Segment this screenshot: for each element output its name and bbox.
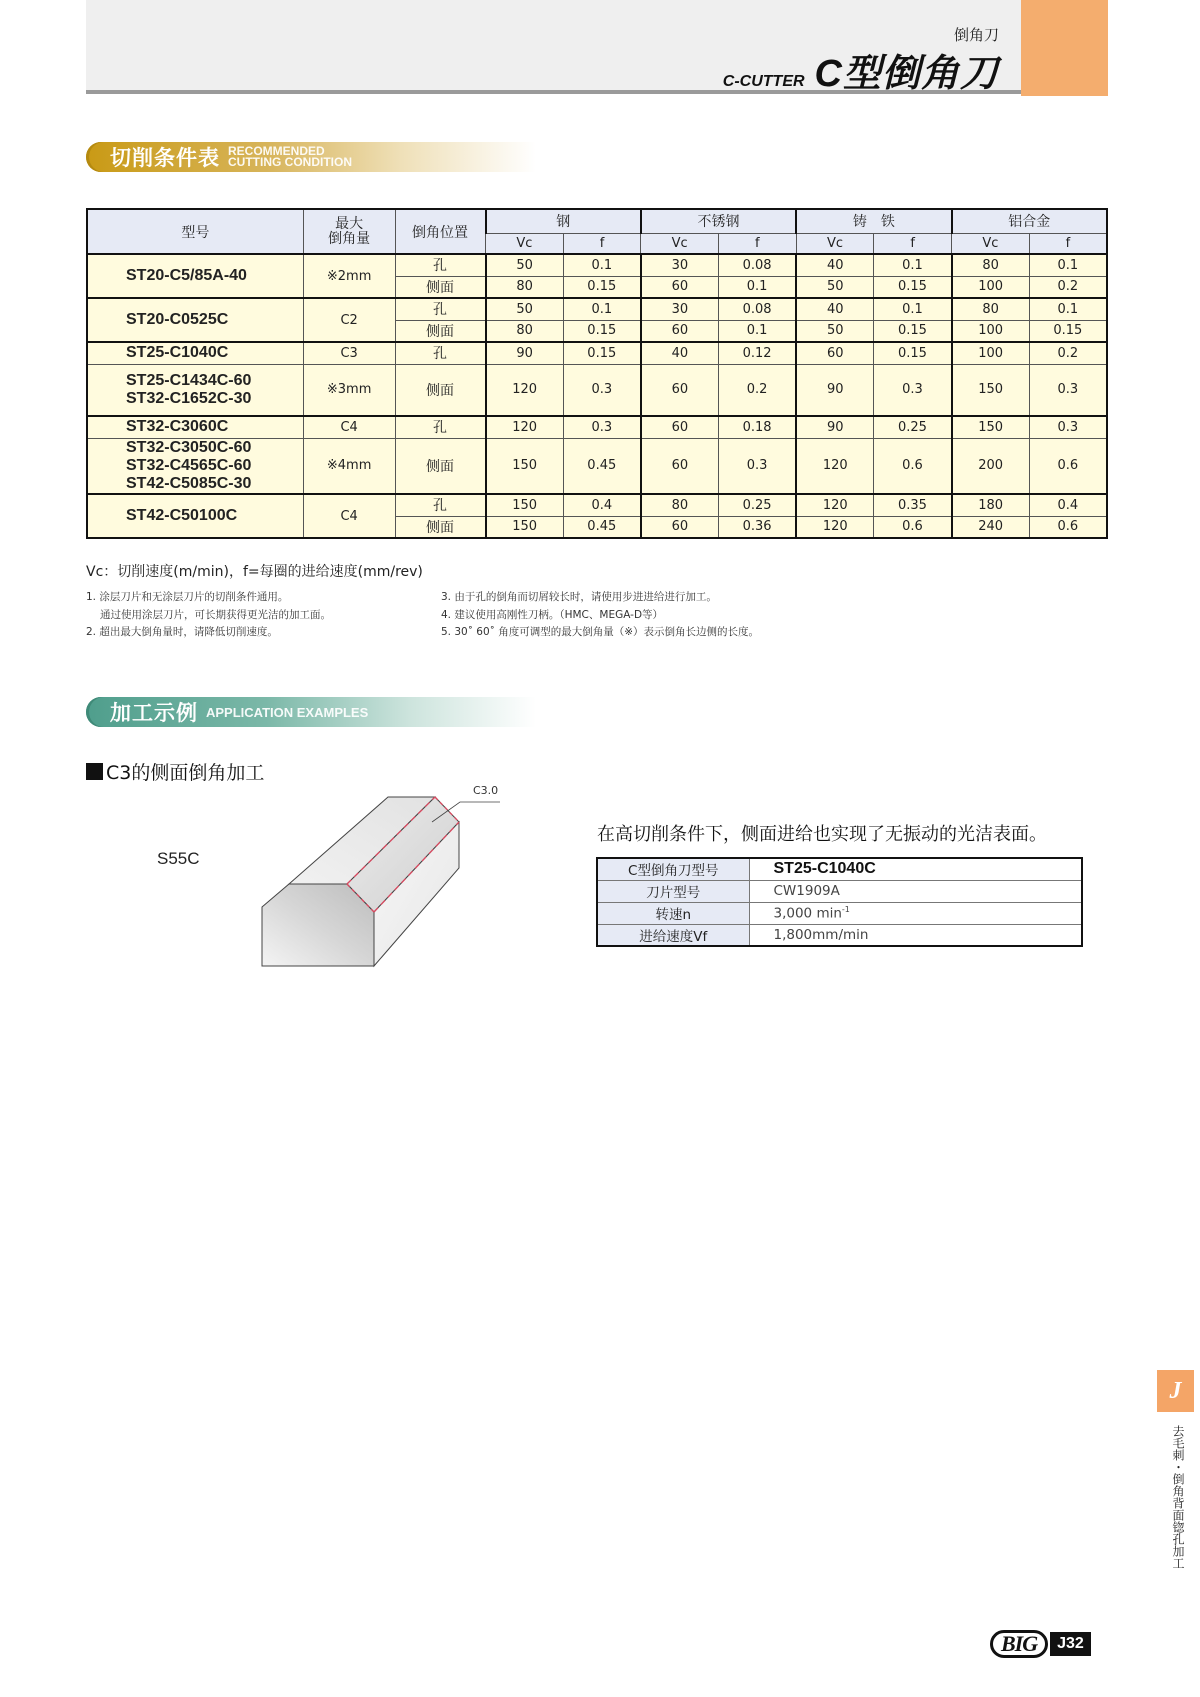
value-cell: 120 xyxy=(796,494,874,516)
value-cell: 50 xyxy=(486,298,564,320)
value-cell: 0.3 xyxy=(874,364,952,416)
value-cell: 40 xyxy=(796,298,874,320)
info-label: 转速n xyxy=(597,902,749,924)
col-header-material-steel: 钢 xyxy=(486,209,641,233)
position-cell: 孔 xyxy=(395,298,486,320)
col-header-vc: Vc xyxy=(796,233,874,254)
table-legend: Vc：切削速度(m/min)，f=每圈的进给速度(mm/rev) xyxy=(86,564,423,580)
value-cell: 30 xyxy=(641,254,719,276)
col-header-f: f xyxy=(563,233,641,254)
note-item: 5. 30˚ 60˚ 角度可调型的最大倒角量（※）表示倒角长边侧的长度。 xyxy=(441,626,760,638)
position-cell: 孔 xyxy=(395,494,486,516)
info-value: 1,800mm/min xyxy=(749,924,1082,946)
value-cell: 90 xyxy=(796,364,874,416)
value-cell: 0.45 xyxy=(563,438,641,494)
position-cell: 孔 xyxy=(395,254,486,276)
value-cell: 60 xyxy=(641,276,719,298)
value-cell: 0.6 xyxy=(874,438,952,494)
value-cell: 0.2 xyxy=(718,364,796,416)
value-cell: 80 xyxy=(952,254,1030,276)
value-cell: 60 xyxy=(641,416,719,438)
value-cell: 0.15 xyxy=(563,276,641,298)
value-cell: 0.1 xyxy=(1029,254,1107,276)
section-banner-application-examples xyxy=(86,697,536,727)
value-cell: 0.4 xyxy=(563,494,641,516)
value-cell: 0.45 xyxy=(563,516,641,538)
value-cell: 50 xyxy=(486,254,564,276)
value-cell: 0.15 xyxy=(563,320,641,342)
notes-left xyxy=(86,589,331,642)
note-item: 2. 超出最大倒角量时，请降低切削速度。 xyxy=(86,626,278,638)
notes-right xyxy=(441,589,759,642)
chamfer-cell: ※4mm xyxy=(303,438,395,494)
model-cell: ST32-C3050C-60 ST32-C4565C-60 ST42-C5085C-30 xyxy=(87,438,303,494)
table-row xyxy=(87,494,1107,516)
model-cell: ST42-C50100C xyxy=(87,494,303,538)
value-cell: 0.15 xyxy=(874,276,952,298)
value-cell: 240 xyxy=(952,516,1030,538)
value-cell: 200 xyxy=(952,438,1030,494)
chamfer-cell: ※2mm xyxy=(303,254,395,298)
value-cell: 40 xyxy=(796,254,874,276)
application-claim: 在高切削条件下，侧面进给也实现了无振动的光洁表面。 xyxy=(597,824,1047,845)
value-cell: 0.08 xyxy=(718,298,796,320)
value-cell: 0.1 xyxy=(874,254,952,276)
value-cell: 0.08 xyxy=(718,254,796,276)
value-cell: 120 xyxy=(796,516,874,538)
note-item: 3. 由于孔的倒角而切屑较长时，请使用步进进给进行加工。 xyxy=(441,591,717,603)
header-title-zh: C型倒角刀 xyxy=(814,53,999,95)
value-cell: 0.3 xyxy=(718,438,796,494)
value-cell: 0.2 xyxy=(1029,276,1107,298)
chamfer-callout-label: C3.0 xyxy=(473,784,499,797)
value-cell: 40 xyxy=(641,342,719,364)
value-cell: 0.1 xyxy=(718,276,796,298)
value-cell: 90 xyxy=(486,342,564,364)
value-cell: 80 xyxy=(486,276,564,298)
header-color-tab xyxy=(1021,0,1108,96)
value-cell: 0.6 xyxy=(874,516,952,538)
value-cell: 120 xyxy=(796,438,874,494)
value-cell: 0.3 xyxy=(563,416,641,438)
note-item: 4. 建议使用高刚性刀柄。（HMC、MEGA-D等） xyxy=(441,608,664,621)
value-cell: 0.36 xyxy=(718,516,796,538)
value-cell: 50 xyxy=(796,276,874,298)
header-title-en: C-CUTTER xyxy=(722,73,805,90)
model-cell: ST32-C3060C xyxy=(87,416,303,438)
value-cell: 0.15 xyxy=(874,320,952,342)
value-cell: 80 xyxy=(641,494,719,516)
chamfer-cell: C3 xyxy=(303,342,395,364)
value-cell: 0.3 xyxy=(563,364,641,416)
chamfer-cell: ※3mm xyxy=(303,364,395,416)
value-cell: 150 xyxy=(486,438,564,494)
value-cell: 180 xyxy=(952,494,1030,516)
header-category: 倒角刀 xyxy=(953,26,999,44)
note-item: 1. 涂层刀片和无涂层刀片的切削条件通用。 xyxy=(86,591,289,603)
chamfered-block-diagram xyxy=(250,780,500,980)
col-header-model: 型号 xyxy=(87,209,303,254)
value-cell: 0.2 xyxy=(1029,342,1107,364)
value-cell: 150 xyxy=(486,494,564,516)
value-cell: 0.1 xyxy=(718,320,796,342)
page-number: J32 xyxy=(1050,1632,1091,1656)
col-header-material-aluminum: 铝合金 xyxy=(952,209,1107,233)
page-header xyxy=(86,0,1021,94)
col-header-f: f xyxy=(874,233,952,254)
value-cell: 0.35 xyxy=(874,494,952,516)
chamfer-cell: C4 xyxy=(303,494,395,538)
value-cell: 100 xyxy=(952,342,1030,364)
value-cell: 0.6 xyxy=(1029,516,1107,538)
table-row xyxy=(597,924,1082,946)
col-header-vc: Vc xyxy=(641,233,719,254)
col-header-position: 倒角位置 xyxy=(395,209,486,254)
value-cell: 0.1 xyxy=(563,254,641,276)
position-cell: 孔 xyxy=(395,342,486,364)
banner-title-en: APPLICATION EXAMPLES xyxy=(206,704,369,720)
value-cell: 60 xyxy=(641,438,719,494)
value-cell: 0.25 xyxy=(874,416,952,438)
value-cell: 0.1 xyxy=(1029,298,1107,320)
position-cell: 侧面 xyxy=(395,276,486,298)
value-cell: 0.15 xyxy=(1029,320,1107,342)
col-header-material-cast-iron: 铸 铁 xyxy=(796,209,951,233)
application-subheading: C3的侧面倒角加工 xyxy=(86,758,264,785)
model-cell: ST20-C5/85A-40 xyxy=(87,254,303,298)
section-banner-cutting-condition xyxy=(86,142,536,172)
table-row xyxy=(87,416,1107,438)
value-cell: 120 xyxy=(486,364,564,416)
table-row xyxy=(87,342,1107,364)
chapter-tab-label: 去毛刺・倒角背面锪孔加工 xyxy=(1171,1425,1185,1569)
chamfer-cell: C2 xyxy=(303,298,395,342)
banner-title-zh: 加工示例 xyxy=(110,701,198,725)
value-cell: 60 xyxy=(641,364,719,416)
col-header-vc: Vc xyxy=(486,233,564,254)
col-header-f: f xyxy=(718,233,796,254)
info-label: C型倒角刀型号 xyxy=(597,858,749,880)
banner-title-en: RECOMMENDED CUTTING CONDITION xyxy=(228,144,352,169)
value-cell: 0.6 xyxy=(1029,438,1107,494)
value-cell: 0.3 xyxy=(1029,364,1107,416)
value-cell: 100 xyxy=(952,276,1030,298)
table-row xyxy=(87,298,1107,320)
model-cell: ST20-C0525C xyxy=(87,298,303,342)
col-header-f: f xyxy=(1029,233,1107,254)
table-row xyxy=(87,254,1107,276)
model-cell: ST25-C1434C-60 ST32-C1652C-30 xyxy=(87,364,303,416)
value-cell: 50 xyxy=(796,320,874,342)
value-cell: 150 xyxy=(952,416,1030,438)
value-cell: 0.12 xyxy=(718,342,796,364)
workpiece-material-label: S55C xyxy=(157,849,200,868)
value-cell: 0.15 xyxy=(563,342,641,364)
value-cell: 0.3 xyxy=(1029,416,1107,438)
info-value: ST25-C1040C xyxy=(749,858,1082,880)
model-cell: ST25-C1040C xyxy=(87,342,303,364)
value-cell: 120 xyxy=(486,416,564,438)
info-value: CW1909A xyxy=(749,880,1082,902)
position-cell: 侧面 xyxy=(395,320,486,342)
info-label: 进给速度Vf xyxy=(597,924,749,946)
value-cell: 0.15 xyxy=(874,342,952,364)
table-row xyxy=(597,858,1082,880)
application-info-table xyxy=(596,857,1083,947)
col-header-material-stainless: 不锈钢 xyxy=(641,209,796,233)
col-header-max-chamfer: 最大 倒角量 xyxy=(303,209,395,254)
value-cell: 0.25 xyxy=(718,494,796,516)
position-cell: 孔 xyxy=(395,416,486,438)
note-item-continuation: 通过使用涂层刀片，可长期获得更光洁的加工面。 xyxy=(100,608,331,621)
value-cell: 100 xyxy=(952,320,1030,342)
info-label: 刀片型号 xyxy=(597,880,749,902)
chapter-tab[interactable]: J xyxy=(1157,1370,1194,1412)
position-cell: 侧面 xyxy=(395,364,486,416)
value-cell: 30 xyxy=(641,298,719,320)
value-cell: 0.1 xyxy=(563,298,641,320)
value-cell: 60 xyxy=(796,342,874,364)
value-cell: 0.4 xyxy=(1029,494,1107,516)
position-cell: 侧面 xyxy=(395,516,486,538)
chamfer-cell: C4 xyxy=(303,416,395,438)
value-cell: 0.1 xyxy=(874,298,952,320)
cutting-condition-table xyxy=(86,208,1108,539)
info-value: 3,000 $\min^{-1}$ xyxy=(749,902,1082,924)
col-header-vc: Vc xyxy=(952,233,1030,254)
brand-logo: BIG xyxy=(990,1630,1048,1658)
value-cell: 90 xyxy=(796,416,874,438)
position-cell: 侧面 xyxy=(395,438,486,494)
page-footer xyxy=(990,1630,1091,1658)
table-row xyxy=(597,880,1082,902)
value-cell: 80 xyxy=(952,298,1030,320)
value-cell: 150 xyxy=(486,516,564,538)
value-cell: 150 xyxy=(952,364,1030,416)
table-row xyxy=(597,902,1082,924)
value-cell: 0.18 xyxy=(718,416,796,438)
value-cell: 80 xyxy=(486,320,564,342)
header-title xyxy=(723,42,999,97)
square-bullet-icon xyxy=(86,763,103,780)
banner-title-zh: 切削条件表 xyxy=(110,146,220,170)
value-cell: 60 xyxy=(641,320,719,342)
value-cell: 60 xyxy=(641,516,719,538)
